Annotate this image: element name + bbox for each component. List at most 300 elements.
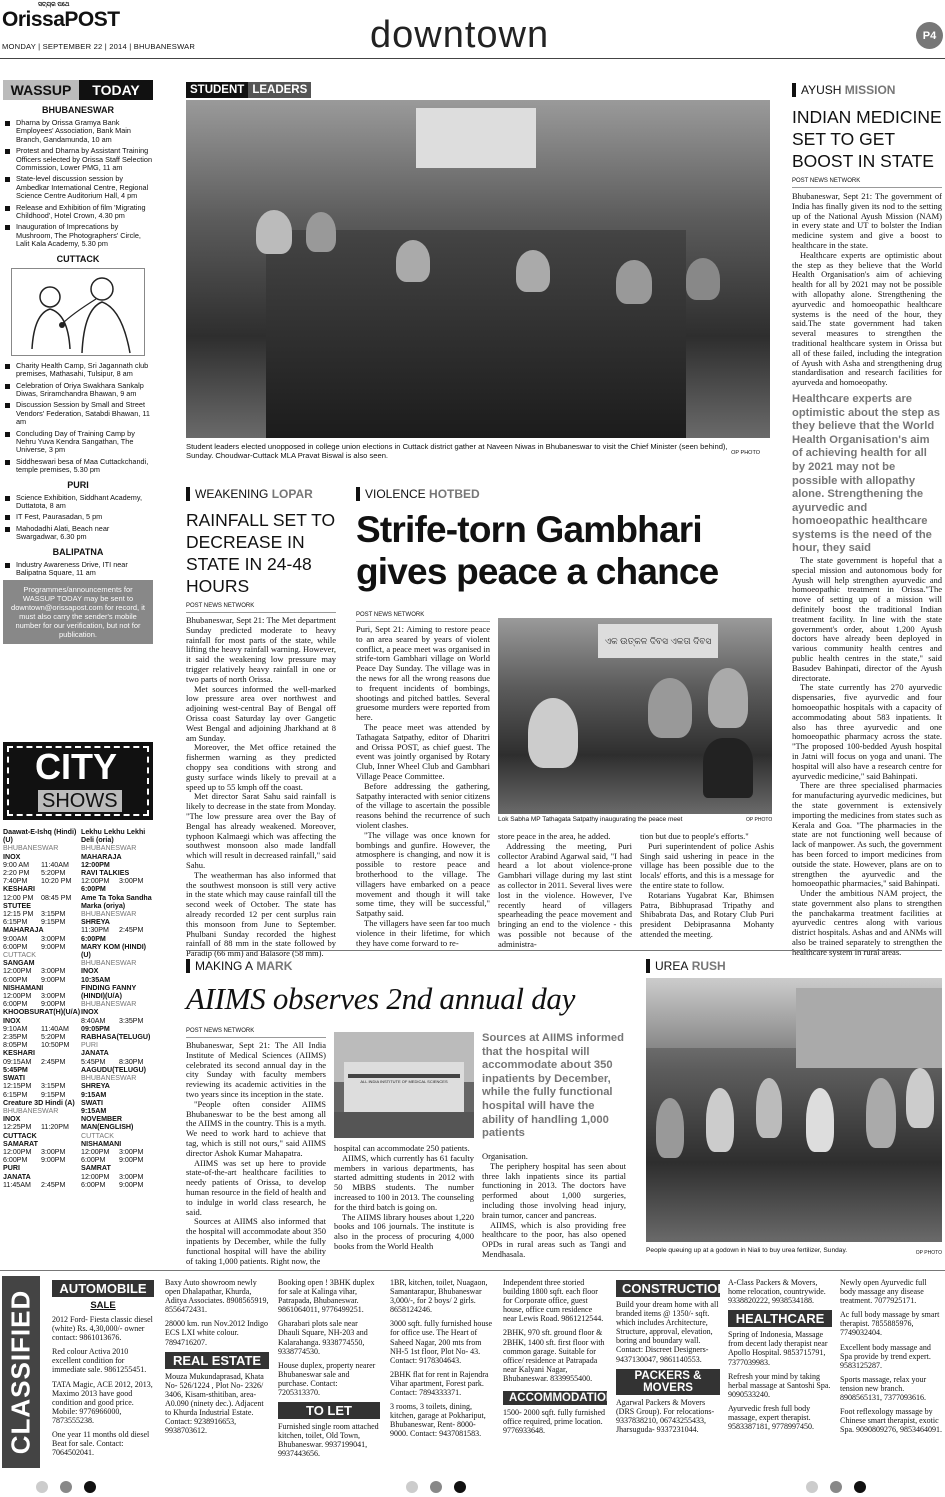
showtime-row: [3, 1041, 81, 1049]
classified-ad: TATA Magic, ACE 2012, 2013, Maximo 2013 have good condition and good price. Mobile: 9776966000, 7873555238.: [52, 1379, 153, 1425]
sub-category-sale: SALE: [90, 1300, 116, 1311]
showtime-row: [3, 1000, 81, 1008]
strife-article: [356, 486, 776, 593]
showtime: INOX: [3, 852, 21, 861]
classified-col-4: [390, 1278, 494, 1444]
photo-credit: OP PHOTO: [731, 450, 760, 456]
showtime-row: [3, 1082, 81, 1090]
registration-marks-center: [400, 1480, 472, 1497]
showtime: 11:20PM: [41, 1123, 69, 1132]
showtime: 5:20PM: [41, 869, 66, 878]
showtime-row: [3, 1066, 81, 1074]
city-heading-cuttack: CUTTACK: [56, 253, 100, 264]
classified-col-6: [616, 1280, 727, 1439]
showtime-row: [3, 1091, 81, 1099]
city-shows-header: [3, 742, 153, 820]
showtime: 9:00PM: [119, 1156, 144, 1165]
showtime: 2:45PM: [119, 926, 144, 935]
city-label: PURI: [81, 1041, 98, 1050]
rainfall-para-5: The weatherman has also informed that the southwest monsoon is still very active in the state which may cause rainfall till the second week of October. The state has already recorded 12 per cent surplus rain this monsoon from June to September. Phulbani Sunday recorded the highest rainfall of 88 mm in the state followed by Paradip (66 mm) and Balasore (58 mm).: [186, 869, 336, 959]
peace-meet-caption: Lok Sabha MP Tathagata Satpathy inaugurating the peace meet: [498, 816, 683, 823]
showtime-row: [81, 853, 155, 861]
ayush-continued: [792, 556, 942, 958]
showtime: 8:40AM: [81, 1016, 106, 1025]
showtime-row: [3, 869, 81, 877]
showtime: 6:00PM: [3, 1156, 28, 1165]
showtime-row: [3, 861, 81, 869]
strife-headline: Strife-torn Gambhari gives peace a chance: [356, 509, 719, 592]
aiims-article: [186, 958, 626, 1018]
showtime: KESHARI: [3, 885, 35, 894]
classified-ad: 28000 km. run Nov.2012 Indigo ECS LXI white colour. 7894716207.: [165, 1319, 269, 1347]
showtime: 9:00PM: [41, 942, 66, 951]
strife-para-2: The peace meet was attended by Tathagata Satpathy, editor of Dharitri and Orissa POST, as chief guest. The event was jointly organised by Rotary Club, Inner Wheel Club and Gambhari Village Peace Committee.: [356, 721, 490, 781]
doctor-illustration: [11, 268, 145, 356]
showtime: MAHARAJA: [81, 852, 122, 861]
showtime-row: [3, 885, 81, 893]
event-item: IT Fest, Paurasadan, 5 pm: [3, 513, 153, 521]
showtime-row: [3, 853, 81, 861]
showtime: JANATA: [3, 1172, 31, 1181]
rainfall-tag: WEAKENING LOPAR: [186, 486, 336, 502]
aiims-building-photo: [334, 1032, 474, 1138]
classified-col-2: [165, 1278, 269, 1440]
showtime: 9:15AM: [81, 1106, 107, 1115]
showtime: 2:45PM: [41, 1180, 66, 1189]
showtime-row: [81, 1148, 155, 1156]
city-heading-bhubaneswar: BHUBANESWAR: [42, 105, 114, 115]
showtime-row: [81, 861, 155, 869]
classified-ad: Build your dream home with all branded items @ 1350/- sqft. which includes Architecture, Structure, approval, elevation, boring and boundary wall. Contact: Discreet Designers- 9437130047, 9861140553.: [616, 1300, 719, 1364]
showtime: 9:00PM: [41, 975, 66, 984]
wassup-box: [3, 80, 153, 644]
movie-title: Lekhu Lekhu Lekhi Deli (oria): [81, 828, 146, 845]
aiims-sign: ALL INDIA INSTITUTE OF MEDICAL SCIENCES: [360, 1079, 448, 1084]
classified-ad: 1BR, kitchen, toilet, Nuagaon, Samantarapur, Bhubaneswar 3,000/-, for 2 boys/ 2 girls. 8658124246.: [390, 1278, 488, 1315]
strife-para-3: Before addressing the gathering, Satpathy interacted with senior citizens of the village to ascertain the possible reasons behind the recurrence of such violent clashes.: [356, 780, 490, 830]
showtime: 7:40PM: [3, 877, 28, 886]
showtime-row: [3, 976, 81, 984]
showtime: 5:20PM: [41, 1033, 66, 1042]
showtime: 10:20 PM: [41, 877, 72, 886]
showtime: 12:15PM: [3, 1082, 32, 1091]
strife-para-5: The villagers have seen far too much violence in their lifetime, for which they have come forward to re-: [356, 917, 490, 948]
byline: POST NEWS NETWORK: [356, 612, 490, 622]
showtime-row: [3, 1173, 81, 1181]
strife-para-1: Puri, Sept 21: Aiming to restore peace to an area seared by years of violent conflict, a peace meet was organised in strife-torn Gambhari village on World Peace Day Sunday. The village was in the news for all the wrong reasons due to frequent incidents of bombings, shootings and pitched battles. Several gruesome murders were reported from here.: [356, 624, 490, 723]
event-item: Celebration of Oriya Swakhara Sankalp Diwas, Sriramchandra Bhawan, 9 am: [3, 382, 153, 399]
urea-block: [646, 958, 942, 1254]
city-label: BHUBANESWAR: [81, 1074, 137, 1083]
dateline: MONDAY | SEPTEMBER 22 | 2014 | BHUBANESWAR: [2, 42, 196, 51]
wassup-note: Programmes/announcements for WASSUP TODAY may be sent to downtown@orissapost.com for record, it must also carry the sender's mobile number for our verification, but not for publication.: [3, 580, 153, 644]
classified-ad: Refresh your mind by taking herbal massage at Santoshi Spa. 9090533240.: [728, 1371, 831, 1399]
showtime-row: [3, 877, 81, 885]
showtime: 9:10AM: [3, 1024, 28, 1033]
showtime-row: [81, 1181, 155, 1189]
classified-ad: Ayurvedic fresh full body massage, expert therapist. 9583387181, 9778997450.: [728, 1403, 814, 1432]
city-label: BHUBANESWAR: [81, 1000, 137, 1009]
city-label: BHUBANESWAR: [81, 844, 137, 853]
aiims-para-8: Organisation.: [482, 1151, 528, 1161]
movie-title: MARY KOM (HINDI) (U): [81, 942, 147, 960]
classified-ad: Sports massage, relax your tension new branch. 8908565131, 7377093616.: [840, 1374, 927, 1403]
byline: POST NEWS NETWORK: [186, 1028, 326, 1038]
city-heading-puri: PURI: [67, 479, 89, 490]
aiims-para-1: Bhubaneswar, Sept 21: The All India Institute of Medical Sciences (AIIMS) celebrated its second annual day in the city Sunday with faculty members reviewing its academic activities in the two years since its inception in the state.: [186, 1040, 326, 1099]
showtime: 12:00PM: [81, 1172, 110, 1181]
showtime: 8:30PM: [119, 1057, 144, 1066]
classified-banner: [2, 1276, 40, 1468]
classified-ad: 2012 Ford- Fiesta classic diesel (white) Rs. 4,30,000/- owner contact: 9861013676.: [52, 1315, 153, 1343]
movie-title: FINDING FANNY (HINDI)(U/A): [81, 983, 137, 1001]
showtime-row: [81, 967, 155, 975]
showtime: 3:00PM: [41, 1147, 66, 1156]
showtime: 9:00AM: [3, 934, 28, 943]
page-number-badge: P4: [916, 22, 943, 49]
showtime: SWATI: [3, 1074, 25, 1083]
aiims-headline: AIIMS observes 2nd annual day: [186, 981, 576, 1016]
rule: [0, 1270, 945, 1271]
city-shows-right-list: [81, 828, 155, 1258]
classified-col-7: [728, 1278, 832, 1436]
ayush-para-6: Under the ambitious NAM project, the state government also plans to strengthen the panchakarma treatment facilities at ayurvedic centres along with various district hospitals. Ashas and and ANMs will also be trained separately to strengthen the healthcare system in rural areas.: [792, 888, 942, 957]
showtime-row: [3, 1033, 81, 1041]
showtime: 2:20 PM: [3, 869, 30, 878]
showtime: 6:15PM: [3, 918, 28, 927]
showtime: 6:00PM: [81, 1180, 106, 1189]
movie-title: NOVEMBER MAN(ENGLISH): [81, 1115, 134, 1132]
wassup-list-cuttack: [3, 362, 153, 475]
classified-ad: 1500- 2000 sqft. fully furnished office required, prime location. 9776933648.: [503, 1408, 605, 1436]
ayush-para-2: Healthcare experts are optimistic about the step as they believe that the World Health Organisation's aim of achieving health for all by 2021 may not be possible with allopathy alone. Strengthening the ayurvedic and homoeopathic healthcare systems is the need of the hour, they said.The state government had taken several measures to strengthen the traditional healthcare system in Orissa but all of these failed, including the integration of Ayush with Asha and strengthening drug standardisation and research facilities for ayurveda and homoeopathy.: [792, 249, 942, 388]
showtime-row: [3, 902, 81, 910]
rainfall-para-1: Bhubaneswar, Sept 21: The Met department Sunday predicted moderate to heavy rainfall for most parts of the state, while lifting the heavy rainfall warning. However, it said the weakening low pressure may trigger relatively heavy rainfall in one or two parts of north Orissa.: [186, 615, 336, 684]
student-caption: Student leaders elected unopposed in college union elections in Cuttack district gather at Naveen Niwas in Bhubaneswar to visit the Chief Minister (seen behind), Sunday. Choudwar-Cuttack MLA Pravat Biswal is also seen.: [186, 442, 728, 461]
showtime: 2:45PM: [41, 1057, 66, 1066]
classified-title: CLASSIFIED: [5, 1289, 36, 1455]
classified-col-1: [52, 1280, 154, 1462]
showtime: 9:00 AM: [3, 860, 30, 869]
rainfall-headline: RAINFALL SET TO DECREASE IN STATE IN 24-48 HOURS: [186, 510, 336, 596]
city-label: BHUBANESWAR: [3, 1106, 59, 1115]
event-item: Charity Health Camp, Sri Jagannath club premises, Mathasahi, Tulsipur, 8 am: [3, 362, 153, 379]
showtime-row: [3, 1017, 81, 1025]
rainfall-para-3: Moreover, the Met office retained the fishermen warning as they predicted choppy sea conditions with strong and gusty surface winds likely to prevail at a speed up to 55 kmph off the coast.: [186, 742, 336, 792]
showtime-row: [3, 1049, 81, 1057]
showtime-row: [81, 1025, 155, 1033]
rainfall-para-2: Met sources informed the well-marked low pressure area over northwest and adjoining west-central Bay of Bengal off Orissa coast Saturday lay over Gangetic West Bengal and adjoining Jharkhand at 8 am Sunday.: [186, 683, 336, 743]
showtime-row: [81, 885, 155, 893]
event-item: Release and Exhibition of film 'Migrating Childhood', Hotel Crown, 4.30 pm: [3, 204, 153, 221]
showtime: RAVI TALKIES: [81, 869, 130, 878]
category-to-let: TO LET: [278, 1402, 380, 1419]
classified-ad: Foot reflexology massage by Chinese smart therapist, exotic Spa. 9090809276, 9853464091.: [840, 1407, 942, 1435]
movie-title: RABHASA(TELUGU): [81, 1033, 151, 1042]
classified-ad: A-Class Packers & Movers, home relocation, countrywide. 9338820222, 9938534188.: [728, 1278, 826, 1306]
student-leaders-block: [186, 80, 772, 460]
showtime-row: [81, 1173, 155, 1181]
showtime: 12:00PM: [3, 967, 32, 976]
movie-title: Creature 3D Hindi (A): [3, 1098, 75, 1107]
student-leaders-photo: [186, 100, 770, 438]
showtime: JANATA: [81, 1049, 109, 1058]
showtime-row: [3, 984, 81, 992]
showtime-row: [3, 918, 81, 926]
showtime: 12:00PM: [81, 860, 110, 869]
aiims-para-4: Sources at AIIMS also informed that the hospital will accommodate about 350 inpatients by December, while the fully functional hospital will have the ability of taking 1,000 patients. Right now, the: [186, 1216, 326, 1266]
masthead-rule: [0, 58, 945, 59]
showtime: 10:50PM: [41, 1041, 70, 1050]
showtime: 8:05PM: [3, 1041, 28, 1050]
wassup-list-puri: [3, 494, 153, 542]
event-item: Discussion Session by Small and Street Vendors' Federation, Satabdi Bhawan, 11 am: [3, 401, 153, 426]
registration-marks-left: [30, 1480, 102, 1497]
showtime: 6:00PM: [81, 934, 106, 943]
classified-ad: 2BHK flat for rent in Rajendra Vihar apartment, Forest park. Contact: 7894333371.: [390, 1369, 489, 1398]
photo-credit: OP PHOTO: [915, 1250, 942, 1256]
city-label: CUTTACK: [3, 951, 36, 960]
showtime-row: [81, 877, 155, 885]
showtime: 5:45PM: [3, 1065, 28, 1074]
peace-meet-photo: [498, 618, 772, 814]
classified-ad: 3000 sqft. fully furnished house for office use. The Heart of Saheed Nagar, 200 mts from NH-5 1st floor, Plot No- 43. Contact: 9178304643.: [390, 1319, 492, 1365]
showtime: 9:00PM: [41, 1000, 66, 1009]
classified-ad: 2BHK, 970 sft. ground floor & 2BHK, 1400 sft. first floor with common garage. Suitable for office/ residence at Patrapada near Kalyani Nagar, Bhubaneswar. 8339955400.: [503, 1328, 605, 1383]
logo: OrissaPOST: [2, 8, 120, 31]
student-tag: STUDENT LEADERS: [186, 82, 311, 98]
showtime: 11:40AM: [41, 860, 69, 869]
aiims-pull-quote: Sources at AIIMS informed that the hospital will accommodate about 350 inpatients by December, while the fully functional hospital will have the ability of handling 1,000 patients: [482, 1032, 624, 1140]
rainfall-article: [186, 486, 336, 959]
strife-para-6: store peace in the area, he added.: [498, 831, 611, 841]
showtime-row: [3, 967, 81, 975]
city-label: BHUBANESWAR: [81, 910, 137, 919]
category-accommodation: ACCOMMODATION: [503, 1391, 607, 1405]
category-construction: CONSTRUCTION: [616, 1280, 720, 1297]
movie-title: KHOOBSURAT(H)(U/A): [3, 1008, 81, 1017]
ayush-headline: INDIAN MEDICINE SET TO GET BOOST IN STATE: [792, 107, 942, 171]
byline: POST NEWS NETWORK: [186, 603, 336, 613]
aiims-para-9: The periphery hospital has seen about three lakh inpatients since its partial functioning in 2013. The doctors have performed about 1,000 surgeries, including those involving head injury, brain tumor, cancer and pancreas.: [482, 1160, 626, 1220]
ayush-para-4: The state currently has 270 ayurvedic dispensaries, five ayurvedic and four homoeopathic hospitals with a capacity of accommodating about 583 inpatients. It also has three ayurvedic and one homoeopathic pharmacy across the state. "The proposed 100-bedded Ayush hospital in Jatni will focus on yoga and unani. The hospital will also have a research centre for ayurvedic medicine," said Bahinpati.: [792, 682, 942, 781]
event-item: Inauguration of Imprecations by Mushroom, The Photographers' Circle, Lalit Kala Academy, 5.30 pm: [3, 223, 153, 248]
city-shows-title: CITY: [35, 746, 118, 787]
aiims-col-2: [334, 1144, 474, 1252]
event-item: Science Exhibition, Siddhant Academy, Duttatota, 8 am: [3, 494, 153, 511]
showtime: CUTTACK: [3, 1131, 37, 1140]
showtime: 3:00PM: [119, 1147, 144, 1156]
showtime: SANGAM: [3, 959, 35, 968]
aiims-col-3: [482, 1152, 626, 1260]
city-label: BHUBANESWAR: [81, 959, 137, 968]
classified-col-8: [840, 1278, 943, 1439]
showtime-row: [81, 1107, 155, 1115]
city-label: BHUBANESWAR: [3, 844, 59, 853]
showtime-row: [3, 943, 81, 951]
showtime-row: [3, 926, 81, 934]
strife-col-2: [498, 832, 632, 950]
category-automobile: AUTOMOBILE: [52, 1280, 154, 1297]
showtime-row: [3, 894, 81, 902]
showtime: 11:45AM: [3, 1180, 31, 1189]
showtime-row: [81, 1017, 155, 1025]
showtime: SWATI: [81, 1098, 103, 1107]
showtime-row: [3, 935, 81, 943]
showtime-row: [3, 1181, 81, 1189]
classified-ad: Mouza Mukundaprasad, Khata No- 526/1224 , Plot No- 2326/ 3406, Kisam-sthitiban, area- A0.090 (ninety dec.). Adjacent to Khurda Industrial Estate. Contact: 9238916653, 9938703612.: [165, 1371, 264, 1436]
ayush-tag: AYUSH MISSION: [792, 82, 942, 98]
showtime-row: [81, 1082, 155, 1090]
showtime: 3:15PM: [41, 1082, 66, 1091]
showtime: SAMARAT: [3, 1139, 38, 1148]
strife-para-7: Addressing the meeting, Puri collector Arabind Agarwal said, "I had heard a lot about violence-prone Gambhari village during my last stint as collector in 2011. Several lives were lost in the violence. However, I've recently heard of villagers spearheading the peace movement and bringing an end to the violence - this was possible not because of the administra-: [498, 840, 632, 949]
logo-tagline: ସତ୍ୟର ପଥେ: [38, 2, 70, 8]
ayush-para-1: Bhubaneswar, Sept 21: The government of India has finally given its nod to the setting up of the National Ayush Mission (NAM) in every state and UT to bolster the Indian medicine system and give a boost to healthcare in the state.: [792, 191, 942, 250]
city-label: CUTTACK: [81, 1131, 114, 1140]
showtime-row: [3, 1115, 81, 1123]
aiims-para-6: AIIMS, which currently has 61 faculty members in various departments, has started admitting students in 2012 with 50 MBBS students. The number increased to 100 in 2013. The counseling for the third batch is going on.: [334, 1152, 474, 1212]
showtime: INOX: [3, 1016, 21, 1025]
showtime: NISHAMANI: [3, 983, 44, 992]
aiims-col-1: [186, 1028, 326, 1266]
classified-ad: Baxy Auto showroom newly open Dhalapathar, Khurda, Aditya Associates. 8908565919, 8556472431.: [165, 1278, 269, 1315]
showtime: 6:00PM: [3, 942, 28, 951]
classified-ad: Gharabari plots sale near Dhauli Square, NH-203 and Kalarahanga. 9338774550, 9338774530.: [278, 1319, 368, 1356]
showtime: SAMRAT: [81, 1164, 111, 1173]
showtime-row: [3, 1074, 81, 1082]
showtime: 12:00PM: [3, 992, 32, 1001]
showtime: 6:00PM: [3, 975, 28, 984]
showtime: 11:40AM: [41, 1024, 69, 1033]
classified-col-3: [278, 1278, 380, 1464]
showtime-row: [81, 918, 155, 926]
ayush-article: [792, 82, 942, 556]
showtime: PURI: [3, 1164, 20, 1173]
showtime: INOX: [81, 1008, 99, 1017]
byline: POST NEWS NETWORK: [792, 178, 942, 188]
showtime-row: [81, 1008, 155, 1016]
aiims-para-5: hospital can accommodate 250 patients.: [334, 1143, 470, 1153]
showtime: 3:00PM: [41, 934, 66, 943]
showtime-row: [81, 1156, 155, 1164]
aiims-para-7: The AIIMS library houses about 1,220 books and 106 journals. The institute is also in the process of procuring 4,000 books from the World Health: [334, 1211, 474, 1251]
event-item: Dharna by Orissa Gramya Bank Employees' Association, Bank Main Branch, Gandamunda, 10 am: [3, 119, 153, 144]
strife-para-4: "The village was once known for bombings and gunfire. However, the atmosphere is changing, and now it is possible to restore peace and brotherhood to the village. The villagers have embarked on a peace movement and though it will take some time, they will be successful," Satpathy said.: [356, 829, 490, 919]
showtime: KESHARI: [3, 1049, 35, 1058]
ayush-para-5: There are three specialised pharmacies for manufacturing ayurvedic medicines, but the state government is extensively importing the medicines from states such as Kerala and Goa. "The pharmacies in the state are not functioning well because of lack of manpower. As such, the government has been forced to import medicines from outside the state. However, plans are on to strengthen the ayurvedic and the homoeopathic pharmacies," said Bahinpati.: [792, 780, 942, 889]
showtime: 6:00PM: [81, 885, 106, 894]
showtime: 9:15PM: [41, 918, 66, 927]
showtime: 9:15AM: [81, 1090, 107, 1099]
showtime: 3:00PM: [41, 967, 66, 976]
classified-ad: Ac full body massage by smart therapist. 7855885976, 7749032404.: [840, 1310, 940, 1338]
strife-para-8: tion but due to people's efforts.": [640, 831, 749, 841]
showtime: 9:15PM: [41, 1090, 66, 1099]
aiims-para-10: AIIMS, which is also providing free healthcare to the poor, has also opened OPDs in rural areas such as Tangi and Mendhasala.: [482, 1219, 626, 1259]
wassup-header: [3, 80, 153, 100]
showtime: 3:00PM: [119, 877, 144, 886]
showtime: 09:15AM: [3, 1057, 32, 1066]
showtime-row: [81, 926, 155, 934]
showtime-row: [3, 959, 81, 967]
aiims-para-3: AIIMS was set up here to provide state-of-the-art healthcare facilities to needy patients of Orissa, to develop human resource in the field of health and to indulge in world class research, he said.: [186, 1157, 326, 1217]
showtime: 6:15PM: [3, 1090, 28, 1099]
category-packers-movers: PACKERS & MOVERS: [616, 1369, 720, 1395]
showtime-row: [81, 1091, 155, 1099]
city-shows-subtitle: SHOWS: [38, 790, 122, 812]
urea-queue-photo: [646, 978, 942, 1242]
showtime: MAHARAJA: [3, 926, 44, 935]
classified-ad: Spring of Indonesia, Massage from decent lady therapist near Apollo Hospital. 9853715791, 7377039983.: [728, 1330, 828, 1367]
event-item: Protest and Dharna by Assistant Training Officers selected by Orissa Staff Selection Commission, Lower PMG, 11 am: [3, 147, 153, 172]
showtime-row: [81, 976, 155, 984]
ayush-pull-quote: Healthcare experts are optimistic about the step as they believe that the World Health Organisation's aim of achieving health for all by 2021 may not be possible with allopathy alone. Strengthening the ayurvedic and homoeopathic healthcare systems is the need of the hour, they said: [792, 392, 940, 555]
showtime-row: [3, 1025, 81, 1033]
event-item: Mahodadhi Alati, Beach near Swargadwar, 6.30 pm: [3, 525, 153, 542]
classified-col-5: [503, 1278, 615, 1440]
showtime: 6:00PM: [3, 1000, 28, 1009]
wassup-title: WASSUP: [3, 80, 79, 100]
event-item: Industry Awareness Drive, ITI near Balipatna Square, 11 am: [3, 561, 153, 578]
event-item: Concluding Day of Training Camp by Nehru Yuva Kendra Sangathan, The Universe, 3 pm: [3, 430, 153, 455]
strife-tag: VIOLENCE HOTBED: [356, 486, 776, 502]
showtime: 2:35PM: [3, 1033, 28, 1042]
showtime: 09:05PM: [81, 1024, 110, 1033]
showtime-row: [81, 1058, 155, 1066]
photo-credit: OP PHOTO: [746, 817, 773, 823]
classified-ad: Booking open ! 3BHK duplex for sale at Kalinga vihar, Patrapada, Bhubaneswar. 9861064011, 9776499251.: [278, 1278, 375, 1315]
classified-ad: One year 11 months old diesel Beat for sale. Contact: 7064502041.: [52, 1430, 150, 1458]
showtime: 3:35PM: [119, 1016, 144, 1025]
showtime-row: [81, 1164, 155, 1172]
showtime-row: [3, 1156, 81, 1164]
showtime-row: [81, 1049, 155, 1057]
showtime-row: [3, 1132, 81, 1140]
showtime: 12:00PM: [3, 1147, 32, 1156]
category-healthcare: HEALTHCARE: [728, 1310, 832, 1327]
urea-caption: People queuing up at a godown in Niali to buy urea fertilizer, Sunday.: [646, 1247, 848, 1254]
showtime: 9:00PM: [119, 1180, 144, 1189]
classified-ad: House duplex, property nearer Bhubaneswar sale and purchase. Contact: 7205313370.: [278, 1360, 376, 1398]
showtime-row: [3, 1148, 81, 1156]
event-item: State-level discussion session by Ambedkar International Centre, Regional Science Centre Auditorium Hall, 4 pm: [3, 175, 153, 200]
classified-ad: Agarwal Packers & Movers (DRS Group). For relocations- 9337838210, 06743255433, Jharsuguda- 9337231044.: [616, 1397, 715, 1434]
strife-para-9: Puri superintendent of police Ashis Singh said ushering in peace in the village has been possible due to the locals' efforts, and this is a message for the entire state to follow.: [640, 840, 774, 890]
showtime: STUTEE: [3, 901, 31, 910]
showtime-row: [81, 1099, 155, 1107]
showtime: 9:00PM: [41, 1156, 66, 1165]
showtime: 12:15 PM: [3, 910, 34, 919]
showtime-row: [3, 1140, 81, 1148]
showtime-row: [3, 1123, 81, 1131]
city-heading-balipatna: BALIPATNA: [52, 546, 104, 557]
showtime: 6:00PM: [81, 1156, 106, 1165]
wassup-list-bhubaneswar: [3, 119, 153, 249]
showtime: 12:00 PM: [3, 893, 34, 902]
showtime: SHREYA: [81, 1082, 110, 1091]
movie-title: Ame Ta Toka Sandha Marka (oriya): [81, 893, 152, 910]
category-real-estate: REAL ESTATE: [165, 1352, 269, 1369]
masthead: [0, 0, 945, 62]
showtime-row: [3, 1164, 81, 1172]
registration-marks-right: [800, 1480, 872, 1497]
event-item: Siddheswari besa of Maa Cuttackchandi, temple premises, 5.30 pm: [3, 458, 153, 475]
showtime: 11:30PM: [81, 926, 109, 935]
classified-ad: 3 rooms, 3 toilets, dining, kitchen, garage at Pokhariput, Bhubaneswar, Rent- 8000- 9000. Contact: 9437081583.: [390, 1402, 486, 1439]
city-shows-left-list: [3, 828, 81, 1258]
classified-ad: Independent three storied building 1800 sqft. each floor for Corporate office, guest house, office cum residence near Lewis Road. 9861212544.: [503, 1278, 604, 1324]
